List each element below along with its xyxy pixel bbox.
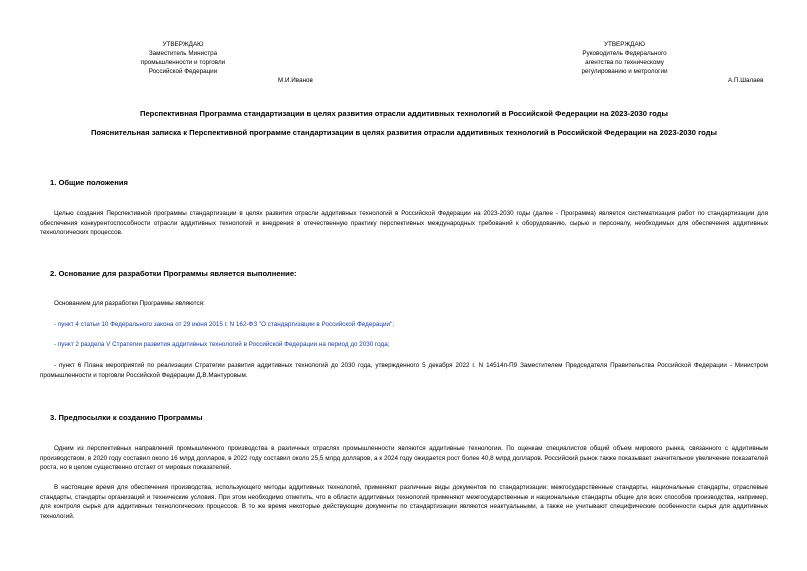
section-1-heading: 1. Общие положения (50, 178, 128, 187)
document-subtitle: Пояснительная записка к Перспективной программе стандартизации в целях развития отрасли аддитивных технологий в Российской Федерации на 2023-2030 годы (91, 128, 717, 137)
section-3-heading: 3. Предпосылки к созданию Программы (50, 413, 203, 422)
approval-right-signature: А.П.Шалаев (728, 77, 764, 84)
approval-left-heading: УТВЕРЖДАЮ (162, 41, 204, 48)
approval-right-line3: регулированию и метрологии (581, 68, 668, 75)
approval-right (562, 40, 687, 76)
approval-right-heading: УТВЕРЖДАЮ (603, 41, 646, 48)
section-2-heading: 2. Основание для разработки Программы является выполнение: (50, 269, 297, 278)
approval-left-signature: М.И.Иванов (278, 77, 313, 84)
approval-right-line1: Руководитель Федерального (582, 50, 667, 57)
section-2-intro: Основанием для разработки Программы являются: (54, 300, 205, 307)
document-title: Перспективная Программа стандартизации в целях развития отрасли аддитивных технологий в Российской Федерации на 2023-2030 годы (140, 109, 668, 118)
legal-link-strategy[interactable]: - пункт 2 раздела V Стратегии развития аддитивных технологий в Российской Федерации на период до 2030 года; (54, 341, 390, 348)
approval-right-line2: агентства по техническому (585, 59, 664, 66)
legal-link-federal-law[interactable]: - пункт 4 статьи 10 Федерального закона от 29 июня 2015 г. N 162-ФЗ "О стандартизации в Российской Федерации"; (54, 321, 394, 328)
section-2-item-plan: - пункт 6 Плана мероприятий по реализации Стратегии развития аддитивных технологий до 2030 года, утвержденного 5 декабря 2022 г. N 14514п-П9 Заместителем Председателя Правительства Российской Федерации - Министром промышленности и торговли Российской Федерации Д.В.Мантуровым. (40, 362, 768, 379)
approval-left-line3: Российской Федерации (148, 68, 218, 75)
section-3-paragraph-1: Одним из перспективных направлений промышленного производства в различных отраслях промышленности являются аддитивные технологии. По оценкам специалистов общий объем мирового рынка, связанного с аддитивным производством, в 2020 году составил около 16 млрд долларов, в 2022 году составил около 25,5 млрд долларов, а к 2024 году ожидается рост более 40,8 млрд долларов. Российский рынок также показывает значительное увеличение показателей роста, но в целом существенно отстает от мировых показателей. (40, 445, 768, 471)
approval-left-line2: промышленности и торговли (140, 59, 226, 66)
section-3-paragraph-2: В настоящее время для обеспечения производства, использующего методы аддитивных технологий, применяют различные виды документов по стандартизации: межгосударственные стандарты, национальные стандарты, отраслевые стандарты, стандарты организаций и технические условия. При этом необходимо отметить, что в области аддитивных технологий применяют межгосударственные и национальные стандарты общие для всех способов производства, например, для контроля сырья для аддитивных технологических процессов. В то же время некоторые действующие документы по стандартизации являются неактуальными, а также не учитывают специфические особенности сырья для аддитивных технологий. (40, 484, 768, 520)
section-1-paragraph: Целью создания Перспективной программы стандартизации в целях развития отрасли аддитивных технологий в Российской Федерации на 2023-2030 годы (далее - Программа) является систематизация работ по стандартизации для обеспечения конкурентоспособности отрасли аддитивных технологий и внедрения в отечественную практику перспективных международных требований к оборудованию, сырью и персоналу, необходимых для обеспечения аддитивных технологических процессов. (40, 210, 768, 236)
approval-left-line1: Заместитель Министра (148, 50, 218, 57)
approval-left (128, 40, 238, 76)
